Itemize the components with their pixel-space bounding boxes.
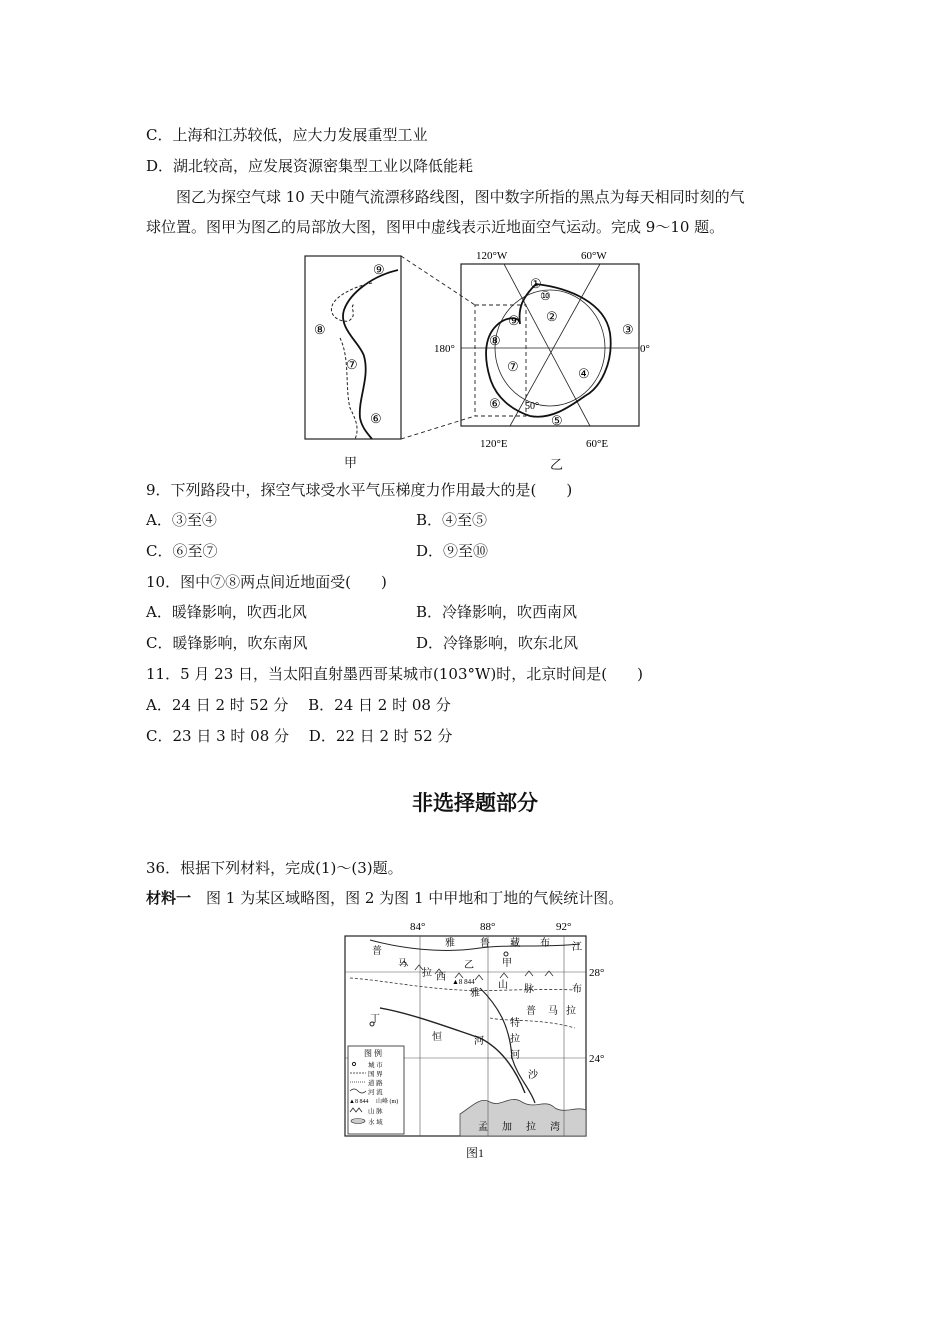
label-pu2: 普 [526,1006,536,1017]
river-top-4: 布 [540,938,550,949]
q9-stem: 9．下列路段中，探空气球受水平气压梯度力作用最大的是( ) [146,481,573,499]
yi-point-5: ⑤ [551,413,563,428]
label-la3: 拉 [566,1006,576,1017]
legend-water: 水 域 [368,1119,383,1126]
intro-line1: 图乙为探空气球 10 天中随气流漂移路线图，图中数字所指的黑点为每天相同时刻的气 [176,188,745,206]
lon-120w: 120°W [476,250,508,262]
legend-border: 国 界 [368,1071,383,1078]
q10-option-d[interactable]: D．冷锋影响，吹东北风 [416,634,579,652]
label-la: 拉 [422,968,432,979]
bay-label-4: 湾 [550,1122,560,1133]
river-top-5: 江 [572,942,582,953]
q10-option-a[interactable]: A．暖锋影响，吹西北风 [146,603,307,621]
yi-point-1: ① [530,276,542,291]
q11-options-ab[interactable]: A．24 日 2 时 52 分 B．24 日 2 时 08 分 [146,696,451,714]
label-la2: 拉 [510,1034,520,1045]
material-text: 图 1 为某区域略图，图 2 为图 1 中甲地和丁地的气候统计图。 [191,889,624,907]
label-peak: ▲8 844 [452,978,475,986]
label-he: 河 [474,1036,484,1047]
label-he2: 河 [510,1050,520,1061]
lon-120e: 120°E [480,438,508,450]
legend-road: 道 路 [368,1080,383,1087]
river-top-3: 藏 [510,938,520,949]
jia-point-7: ⑦ [346,357,358,372]
bay-label-3: 拉 [526,1122,536,1133]
jia-point-9: ⑨ [373,262,385,277]
label-ya2: 雅 [470,988,480,999]
label-mai: 脉 [524,984,534,995]
legend-title: 图 例 [364,1049,382,1058]
region-map-figure [340,918,615,1140]
intro-line2: 球位置。图甲为图乙的局部放大图，图甲中虚线表示近地面空气运动。完成 9～10 题。 [146,218,725,236]
legend-river: 河 流 [368,1089,383,1096]
lon-0: 0° [640,343,650,355]
lon-92: 92° [556,921,572,933]
legend-peak: 山峰 (m) [376,1099,399,1105]
q11-stem: 11．5 月 23 日，当太阳直射墨西哥某城市(103°W)时，北京时间是( ) [146,665,643,683]
river-top-2: 鲁 [480,938,490,949]
lat-24: 24° [589,1053,605,1065]
yi-point-9: ⑨ [508,313,520,328]
lon-60e: 60°E [586,438,609,450]
label-xi: 西 [436,972,446,983]
yi-point-7: ⑦ [507,359,519,374]
lat-50: 50° [525,401,539,412]
yi-point-8: ⑧ [489,333,501,348]
option-c-prev: C．上海和江苏较低，应大力发展重型工业 [146,126,428,144]
option-d-prev: D．湖北较高，应发展资源密集型工业以降低能耗 [146,157,474,175]
legend-city: 城 市 [368,1062,383,1069]
label-jia: 甲 [344,455,358,470]
yi-point-4: ④ [578,366,590,381]
label-pu: 普 [372,946,382,957]
q36-stem: 36．根据下列材料，完成(1)～(3)题。 [146,859,403,877]
river-top-1: 雅 [445,938,455,949]
label-ma: 马 [398,958,408,968]
q9-option-c[interactable]: C．⑥至⑦ [146,542,218,560]
label-heng: 恒 [432,1032,442,1043]
q9-option-b[interactable]: B．④至⑤ [416,511,488,529]
section-title: 非选择题部分 [412,791,538,815]
jia-panel [305,256,401,439]
label-jia-point: 甲 [502,958,512,969]
label-te: 特 [510,1018,520,1029]
label-bu: 布 [572,984,582,995]
lat-28: 28° [589,967,605,979]
label-shan: 山 [498,980,508,991]
label-yi: 乙 [550,457,564,472]
label-sha: 沙 [528,1070,538,1081]
yi-point-2: ② [546,309,558,324]
bay-label-2: 加 [502,1122,512,1133]
label-yi-point: 乙 [464,960,474,971]
yi-point-3: ③ [622,322,634,337]
legend-mountain: 山 脉 [368,1108,383,1115]
lon-60w: 60°W [581,250,607,262]
q9-option-a[interactable]: A．③至④ [146,511,217,529]
lon-88: 88° [480,921,496,933]
lon-84: 84° [410,921,426,933]
q10-stem: 10．图中⑦⑧两点间近地面受( ) [146,573,387,591]
q36-material [146,888,623,908]
q10-option-c[interactable]: C．暖锋影响，吹东南风 [146,634,308,652]
label-ma2: 马 [548,1006,558,1017]
jia-point-8: ⑧ [314,322,326,337]
q9-option-d[interactable]: D．⑨至⑩ [416,542,489,560]
q11-options-cd[interactable]: C．23 日 3 时 08 分 D．22 日 2 时 52 分 [146,727,453,745]
yi-point-10: ⑩ [540,289,551,303]
yi-point-6: ⑥ [489,396,501,411]
figure2-caption: 图1 [466,1146,485,1160]
legend-peak-symbol: ▲8 844 [349,1099,369,1105]
bay-label-1: 孟 [478,1122,488,1133]
balloon-track-figure [300,248,650,470]
lon-180: 180° [434,343,455,355]
material-label: 材料一 [146,889,192,907]
label-ding: 丁 [370,1014,380,1025]
q10-option-b[interactable]: B．冷锋影响，吹西南风 [416,603,578,621]
jia-point-6: ⑥ [370,411,382,426]
